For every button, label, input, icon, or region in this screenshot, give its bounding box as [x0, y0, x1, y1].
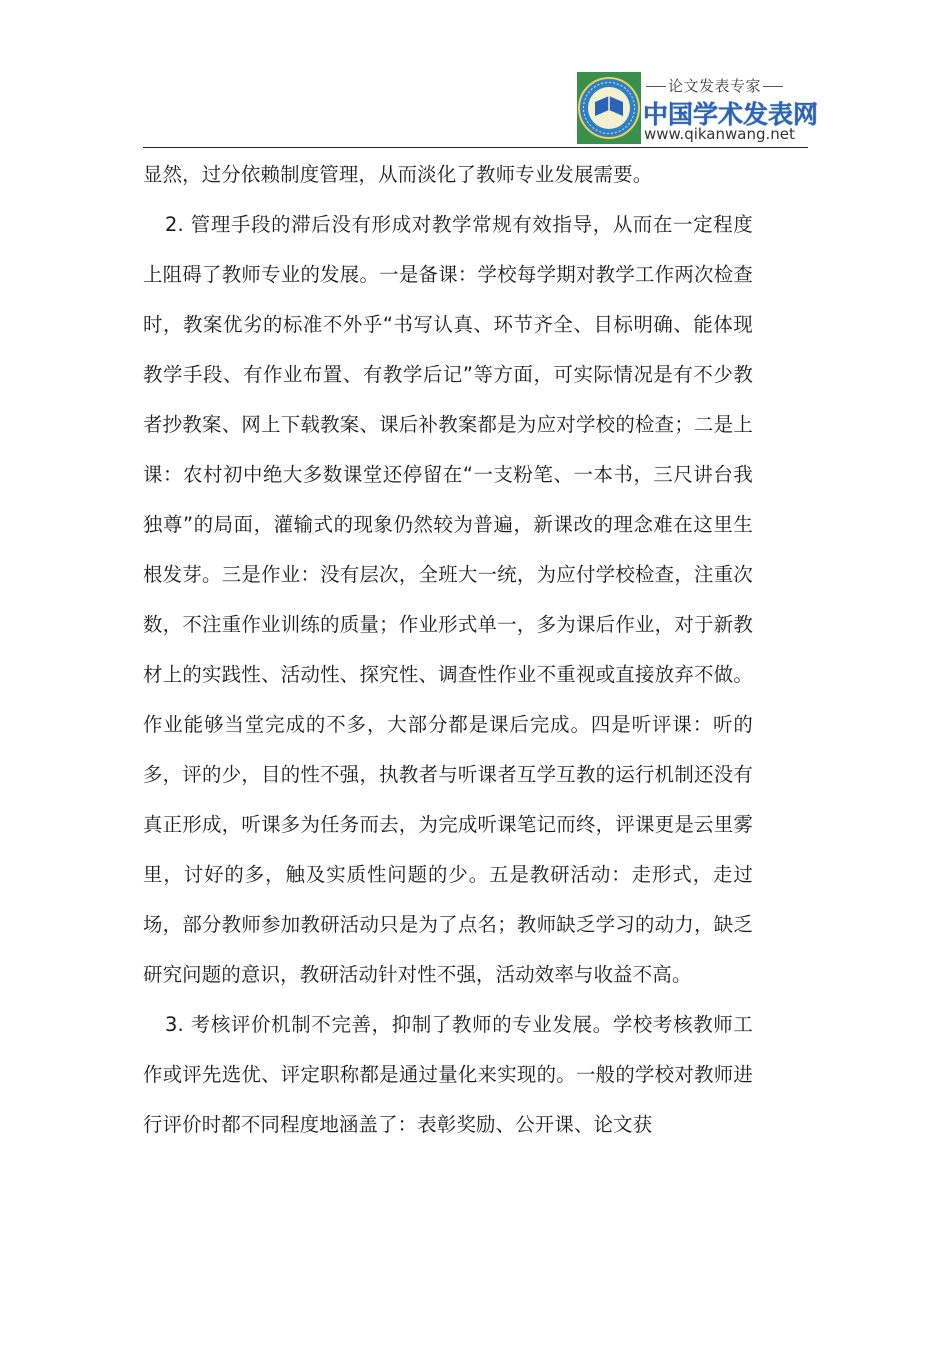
header-divider [143, 147, 808, 148]
paragraph-2: 2. 管理手段的滞后没有形成对教学常规有效指导，从而在一定程度上阻碍了教师专业的发展。一是备课：学校每学期对教学工作两次检查时，教案优劣的标准不外乎“书写认真、环节齐全、目标明确、能体现教学手段、有作业布置、有教学后记”等方面，可实际情况是有不少教者抄教案、网上下载教案、课后补教案都是为应对学校的检查；二是上课：农村初中绝大多数课堂还停留在“一支粉笔、一本书，三尺讲台我独尊”的局面，灌输式的现象仍然较为普遍，新课改的理念难在这里生根发芽。三是作业：没有层次，全班大一统，为应付学校检查，注重次数，不注重作业训练的质量；作业形式单一，多为课后作业，对于新教材上的实践性、活动性、探究性、调查性作业不重视或直接放弃不做。作业能够当堂完成的不多，大部分都是课后完成。四是听评课：听的多，评的少，目的性不强，执教者与听课者互学互教的运行机制还没有真正形成，听课多为任务而去，为完成听课笔记而终，评课更是云里雾里，讨好的多，触及实质性问题的少。五是教研活动：走形式，走过场，部分教师参加教研活动只是为了点名；教师缺乏学习的动力，缺乏研究问题的意识，教研活动针对性不强，活动效率与收益不高。 [143, 213, 753, 986]
paragraph-3: 3. 考核评价机制不完善，抑制了教师的专业发展。学校考核教师工作或评先选优、评定职称都是通过量化来实现的。一般的学校对教师进行评价时都不同程度地涵盖了：表彰奖励、公开课、论文获 [143, 1013, 753, 1136]
site-logo[interactable] [576, 71, 819, 145]
paragraph-1: 显然，过分依赖制度管理，从而淡化了教师专业发展需要。 [143, 163, 653, 186]
logo-tagline: 论文发表专家 [644, 75, 804, 96]
body-text [143, 150, 753, 1150]
logo-url: www.qikanwang.net [644, 125, 795, 143]
logo-name: 中国学术发表网 [643, 100, 819, 129]
emblem-icon [577, 72, 641, 144]
